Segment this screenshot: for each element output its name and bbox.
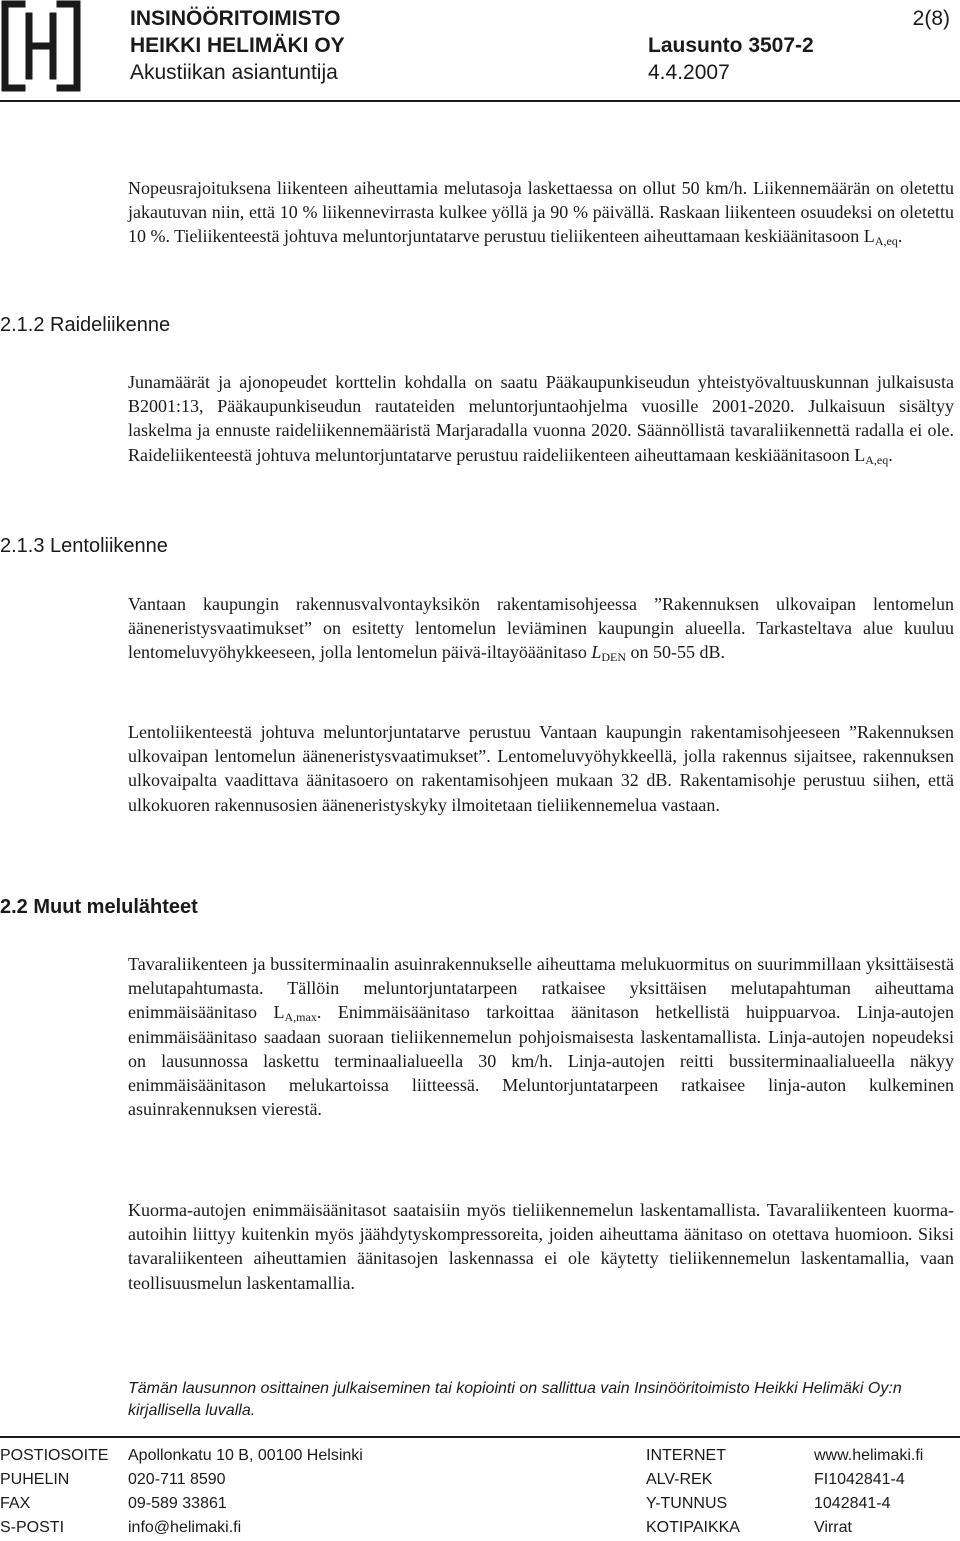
footer-label: S-POSTI bbox=[0, 1519, 65, 1536]
paragraph-text: on 50-55 dB. bbox=[626, 642, 726, 663]
section-heading-air: 2.1.3 Lentoliikenne bbox=[0, 535, 168, 557]
paragraph-text: . bbox=[888, 444, 893, 465]
paragraph-road-traffic bbox=[128, 176, 954, 249]
footer-row bbox=[0, 1468, 960, 1492]
paragraph-text: . Enimmäisäänitaso tarkoittaa äänitason hetkellistä huippuarvoa. Linja-autojen enimmäisäänitaso saadaan suoraan tieliikennemelun pohjoismaisesta laskentamallista. Linja-autojen nopeudeksi on lausunnossa laskettu terminaalialueella 30 km/h. Linja-autojen reitti bussiterminaalialueella näkyy enimmäisäänitason melukartoissa liitteessä. Meluntorjuntatarpeen ratkaisee linja-auton kulkeminen asuinrakennuksen vierestä. bbox=[128, 1002, 954, 1120]
section-heading-rail: 2.1.2 Raideliikenne bbox=[0, 314, 171, 336]
footer-label: KOTIPAIKKA bbox=[646, 1519, 740, 1536]
footer-label: POSTIOSOITE bbox=[0, 1447, 109, 1464]
footer-value: Virrat bbox=[814, 1519, 852, 1536]
page-number: 2(8) bbox=[912, 7, 950, 30]
company-name-line1: INSINÖÖRITOIMISTO bbox=[130, 7, 341, 30]
footer-value: 020-711 8590 bbox=[128, 1471, 226, 1488]
paragraph-text: Junamäärät ja ajonopeudet korttelin kohdalla on saatu Pääkaupunkiseudun yhteistyövaltuuskunnan julkaisusta B2001:13, Pääkaupunkiseudun rautateiden meluntorjuntaohjelma vuosille 2001-2020. Julkaisuun sisältyy laskelma ja ennuste raideliikennemääristä Marjaradalla vuonna 2020. Säännöllistä tavaraliikennettä radalla ei ole. Raideliikenteestä johtuva meluntorjuntatarve perustuu raideliikenteen aiheuttamaan keskiäänitasoon L bbox=[128, 372, 954, 465]
company-block bbox=[130, 5, 345, 86]
hh-logo-icon bbox=[0, 0, 82, 92]
paragraph-trucks: Kuorma-autojen enimmäisäänitasot saataisiin myös tieliikennemelun laskentamallista. Tavaraliikenteen kuorma-autoihin liittyy kuitenkin myös jäähdytyskompressoreita, joiden aiheuttama äänitaso on otettava huomioon. Siksi tavaraliikenteen aiheuttamien äänitasojen laskennassa ei ole käytetty tieliikennemelun laskentamallia, vaan teollisuusmelun laskentamallia. bbox=[128, 1200, 954, 1293]
subscript: A,eq bbox=[874, 234, 898, 249]
footer-value: FI1042841-4 bbox=[814, 1471, 905, 1488]
section-heading-other: 2.2 Muut melulähteet bbox=[0, 896, 198, 918]
footer-link[interactable]: www.helimaki.fi bbox=[814, 1447, 924, 1464]
paragraph-text: . bbox=[897, 226, 903, 247]
footer-value: 1042841-4 bbox=[814, 1495, 891, 1512]
footer bbox=[0, 1444, 960, 1540]
subscript: A,max bbox=[284, 1010, 317, 1025]
paragraph-text: Nopeusrajoituksena liikenteen aiheuttamia melutasoja laskettaessa on ollut 50 km/h. Liikennemäärän on oletettu jakautuvan niin, että 10 % liikennevirrasta kulkee yöllä ja 90 % päivällä. Raskaan liikenteen osuudeksi on oletettu 10 %. Tieliikenteestä johtuva meluntorjuntatarve perustuu tieliikenteen aiheuttamaan keskiäänitasoon L bbox=[128, 178, 954, 247]
paragraph-freight-bus bbox=[128, 952, 954, 1121]
subscript: A,eq bbox=[865, 452, 889, 467]
paragraph-rail-traffic bbox=[128, 370, 954, 467]
footer-value: 09-589 33861 bbox=[128, 1495, 227, 1512]
document-title: Lausunto 3507-2 bbox=[648, 34, 814, 57]
italic-symbol: L bbox=[591, 642, 602, 663]
paragraph-air-requirement: Lentoliikenteestä johtuva meluntorjuntatarve perustuu Vantaan kaupungin rakentamisohjeeseen ”Rakennuksen ulkovaipan lentomelun ääneneristysvaatimukset”. Lentomeluvyöhykkeellä, jolla rakennus sijaitsee, rakennuksen ulkovaipalta vaadittava äänitasoero on rakentamisohjeen mukaan 32 dB. Rakentamisohje perustuu siihen, että ulkokuoren rakennusosien ääneneristyskyky ilmoitetaan tieliikennemelua vastaan. bbox=[128, 722, 954, 815]
footer-value: Apollonkatu 10 B, 00100 Helsinki bbox=[128, 1447, 363, 1464]
footer-row bbox=[0, 1516, 960, 1540]
copyright-notice: Tämän lausunnon osittainen julkaiseminen tai kopiointi on sallittua vain Insinööritoimisto Heikki Helimäki Oy:n kirjallisella luvalla. bbox=[128, 1380, 902, 1419]
footer-label: Y-TUNNUS bbox=[646, 1495, 728, 1512]
document-info bbox=[648, 32, 814, 86]
header-divider bbox=[0, 100, 960, 102]
footer-label: INTERNET bbox=[646, 1447, 726, 1464]
footer-divider bbox=[0, 1436, 960, 1438]
paragraph-text: Vantaan kaupungin rakennusvalvontayksikön rakentamisohjeessa ”Rakennuksen ulkovaipan lentomelun ääneneristysvaatimukset” on esitetty lentomelun leviäminen kaupungin alueella. Tarkasteltava alue kuuluu lentomeluvyöhykkeeseen, jolla lentomelun päivä-iltayöäänitaso bbox=[128, 594, 954, 663]
footer-email-link[interactable]: info@helimaki.fi bbox=[128, 1519, 242, 1536]
footer-label: ALV-REK bbox=[646, 1471, 713, 1488]
footer-row bbox=[0, 1492, 960, 1516]
company-name-line2: HEIKKI HELIMÄKI OY bbox=[130, 34, 345, 57]
company-role: Akustiikan asiantuntija bbox=[130, 61, 338, 84]
document-date: 4.4.2007 bbox=[648, 61, 730, 84]
subscript: DEN bbox=[601, 650, 627, 665]
footer-row bbox=[0, 1444, 960, 1468]
footer-label: PUHELIN bbox=[0, 1471, 70, 1488]
paragraph-text: Tavaraliikenteen ja bussiterminaalin asuinrakennukselle aiheuttama melukuormitus on suurimmillaan yksittäisestä melutapahtumasta. Tällöin meluntorjuntatarpeen ratkaisee yksittäisen melutapahtuman aiheuttama enimmäisäänitaso L bbox=[128, 954, 954, 1023]
footer-label: FAX bbox=[0, 1495, 31, 1512]
paragraph-air-zone bbox=[128, 592, 954, 665]
